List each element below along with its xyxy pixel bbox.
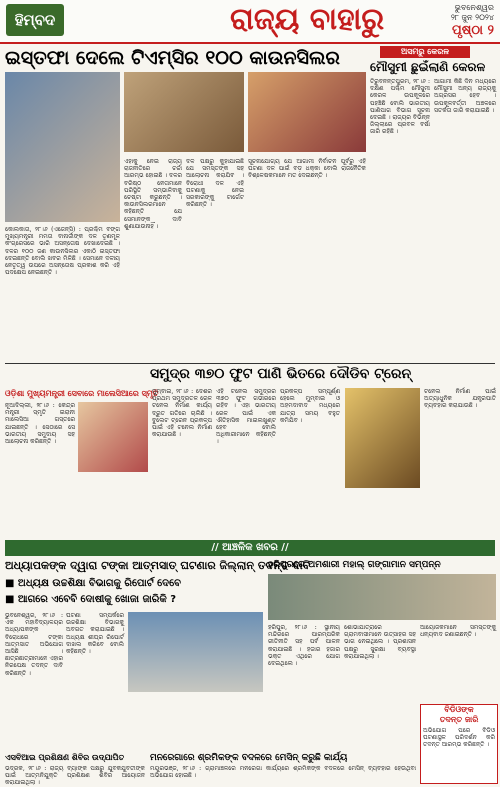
police-headline: ଅଧ୍ୟାପକଙ୍କ ଦ୍ୱାରା ଟଙ୍କା ଆତ୍ମସାତ୍ ଘଟଣାର ଜିଲ୍ଲାନ୍ ତଦନ୍ତ ଦାବି <box>5 559 311 572</box>
minister-headline: ଓଡ଼ିଶା ମୁଖ୍ୟମନ୍ତ୍ରୀ ସେବାରେ ମାଲେସିଆରେ ସ୍ମୃତି <box>5 389 159 398</box>
regional-banner <box>5 540 495 556</box>
page-label: ପୃଷ୍ଠା <box>452 23 483 38</box>
sbi-column: ଭଦ୍ରକ, ୨୮।୬ : ରାଜ୍ୟ ବ୍ୟାଙ୍କ ପକ୍ଷରୁ ଯୁବକଯୁବତୀଙ୍କ ପାଇଁ ଆତ୍ମନିଯୁକ୍ତି ପ୍ରଶିକ୍ଷଣ ଶିବିର ଆୟୋଜନ କରାଯାଇଥିଲା । <box>5 765 145 787</box>
temple-headline: ହରିପୁରରେ ଅମଶାରୀ ମହାଲ୍ ଗଙ୍ଗାମାନ ସମ୍ପନ୍ନ <box>268 560 441 570</box>
story-photo-politician <box>5 72 120 222</box>
page-value: ୨ <box>487 23 494 38</box>
sidebox-body: ଅଭିଯୋଗ ପରେ ବିଡିଓ ଘଟଣାସ୍ଥଳ ପରିଦର୍ଶନ କରି ତଦନ୍ତ ଆରମ୍ଭ କରିଛନ୍ତି । <box>423 727 495 749</box>
machine-headline: ମନରେଗାରେ ଶ୍ରମିକଙ୍କ ବଦଳରେ ମେସିନ୍ କରୁଛି କାର୍ଯ୍ୟ <box>150 753 348 763</box>
sidebox-title: ତଦନ୍ତ ଜାରି <box>439 715 479 724</box>
machine-column: ମୟୂରଭଞ୍ଜ, ୨୮।୬ : ଗ୍ରାମାଞ୍ଚଳରେ ମନରେଗା କାର୍ଯ୍ୟରେ ଶ୍ରମିକଙ୍କ ବଦଳରେ ମେସିନ୍ ବ୍ୟବହାର ହେଉଥିବା ଅଭିଯୋଗ ହୋଇଛି । <box>150 765 416 780</box>
tunnel-column: ପ୍ରକଳ୍ପ ସମ୍ପୂର୍ଣ୍ଣ ହେଲେ ମୁମ୍ବାଇ ଓ ଅହମଦାବାଦ ମଧ୍ୟରେ ଯାତ୍ରା ସମୟ ବହୁତ କମିଯିବ । <box>280 388 340 424</box>
story-photo-meeting <box>248 72 366 152</box>
section-title: ରାଜ୍ୟ ବାହାରୁ <box>230 2 385 37</box>
sbi-headline: ଏସବିଆଇ ପ୍ରଶିକ୍ଷଣ ଶିବିର ଉଦ୍‌ଯାପିତ <box>5 753 125 762</box>
story-headline: ଇସ୍ତଫା ଦେଲେ ଟିଏମ୍‌ସିର ୧୦୦ କାଉନସିଲର <box>5 47 340 69</box>
monsoon-column: ଆଗାମୀ କିଛି ଦିନ ମଧ୍ୟରେ ମୌସୁମୀ ଅନ୍ୟ ରାଜ୍ୟକୁ ଅଗ୍ରସର ହେବ । ଉପକୂଳବର୍ତ୍ତୀ ଅଞ୍ଚଳରେ ସତର୍କତା ଜାରି କରାଯାଇଛି । <box>434 78 496 114</box>
monsoon-column: ତିରୁବନନ୍ତପୁରମ, ୨୮।୬ : ଦକ୍ଷିଣ ପଶ୍ଚିମ ମୌସୁମୀ କେରଳ ଉପକୂଳରେ ପହଞ୍ଚିଛି ବୋଲି ଭାରତୀୟ ପାଣିପାଗ ବିଭାଗ ସୂଚନା ଦେଇଛି । ରାଜ୍ୟର ବିଭିନ୍ନ ଜିଲ୍ଲାରେ ପ୍ରବଳ ବର୍ଷା ଜାରି ରହିଛି । <box>370 78 430 136</box>
monsoon-tag: ଅସମରୁ କେରଳ <box>380 46 470 58</box>
masthead <box>0 0 500 44</box>
dateline-city: ଭୁବନେଶ୍ୱର <box>454 3 494 12</box>
police-column: ଭୁବନେଶ୍ୱର, ୨୮।୬ : ଏକ ମହାବିଦ୍ୟାଳୟର ଅଧ୍ୟାପକଙ୍କ ବିରୋଧରେ ଟଙ୍କା ଆତ୍ମସାତ ଅଭିଯୋଗ ଆସିଛି । ଛାତ୍ରଛାତ୍ରୀମାନେ ଏହାର ନିରପେକ୍ଷ ତଦନ୍ତ ଦାବି କରିଛନ୍ତି । <box>5 612 63 677</box>
newspaper-logo: ହିମ୍ବଦ <box>6 4 64 36</box>
temple-column: ଶୋଭାଯାତ୍ରାରେ ଗ୍ରାମବାସୀମାନେ ଉତ୍ସାହର ସହ ଭାଗ ନେଇଥିଲେ । ପ୍ରଶାସନ ପକ୍ଷରୁ ସୁରକ୍ଷା ବ୍ୟବସ୍ଥା କରାଯାଇଥିଲା । <box>344 624 416 660</box>
story-column: ଏହାକୁ ନେଇ ରାଜ୍ୟ ରାଜନୀତିରେ ଚର୍ଚ୍ଚା ଆରମ୍ଭ ହୋଇଛି । ଦଳର ବରିଷ୍ଠ ନେତାମାନେ ପରିସ୍ଥିତି ସମ୍ଭାଳିବାକୁ ଚେଷ୍ଟା କରୁଛନ୍ତି । କାଉନସିଲରମାନେ କହିଛନ୍ତି ଯେ ସେମାନଙ୍କ ଦାବି ଶୁଣାଯାଉନାହିଁ । <box>124 158 182 230</box>
minister-column: ନୂଆଦିଲ୍ଲୀ, ୨୮।୬ : କେନ୍ଦ୍ର ମନ୍ତ୍ରୀ ସ୍ମୃତି ଇରାନୀ ମାଲେସିଆ ଗସ୍ତରେ ଯାଇଛନ୍ତି । ସେଠାରେ ସେ ଭାରତୀୟ ସମୁଦାୟ ସହ ଆଲୋଚନା କରିଛନ୍ତି । <box>5 402 75 446</box>
page-number <box>412 23 494 38</box>
sidebox <box>420 704 498 784</box>
temple-photo <box>268 574 496 620</box>
tunnel-column: ଟନେଲ ନିର୍ମାଣ ପାଇଁ ଅତ୍ୟାଧୁନିକ ଯନ୍ତ୍ରପାତି ବ୍ୟବହାର କରାଯାଉଛି । <box>424 388 496 410</box>
police-bullet: ■ ଅଧ୍ୟକ୍ଷ ଉଚ୍ଚଶିକ୍ଷା ବିଭାଗକୁ ରିପୋର୍ଟ ଦେବେ <box>5 578 181 589</box>
regional-banner-text: // ଆଞ୍ଚଳିକ ଖବର // <box>211 542 289 553</box>
dateline-date: ୨୮ ଜୁନ ୨୦୨୪ <box>450 13 494 22</box>
sidebox-title: ବିଡିଓଙ୍କ <box>444 705 474 714</box>
minister-photo <box>78 402 148 472</box>
date-box <box>412 3 494 37</box>
temple-column: ଆୟୋଜକମାନେ ସମସ୍ତଙ୍କୁ ଧନ୍ୟବାଦ ଜଣାଇଛନ୍ତି । <box>420 624 496 639</box>
temple-column: ହରିପୁର, ୨୮।୬ : ସ୍ଥାନୀୟ ମନ୍ଦିରରେ ପାରମ୍ପରିକ ରୀତିନୀତି ସହ ପର୍ବ ପାଳନ କରାଯାଇଛି । ହଜାର ହଜାର ଭକ୍ତ ଏଥିରେ ଯୋଗ ଦେଇଥିଲେ । <box>268 624 340 668</box>
monsoon-headline: ମୌସୁମୀ ଛୁଇଁଲାଣି କେରଳ <box>370 60 486 74</box>
police-column: ଘଟଣା ସମ୍ପର୍କରେ ଉଚ୍ଚଶିକ୍ଷା ବିଭାଗକୁ ଅବଗତ କରାଯାଇଛି । ଅଧ୍ୟକ୍ଷ ଶୀଘ୍ର ରିପୋର୍ଟ ଦାଖଲ କରିବେ ବୋଲି କହିଛନ୍ତି । <box>66 612 124 656</box>
story-column: ସୂଚନାଯୋଗ୍ୟ ଯେ ଆଗାମୀ ନିର୍ବାଚନ ପୂର୍ବରୁ ଏହି ଘଟଣା ଦଳ ପାଇଁ ବଡ଼ ଧକ୍କା ବୋଲି ରାଜନୈତିକ ବିଶ୍ଳେଷକମାନେ ମତ ଦେଇଛନ୍ତି । <box>248 158 366 180</box>
tunnel-column: ମୁମ୍ବାଇ, ୨୮।୬ : ଦେଶର ପ୍ରଥମ ସମୁଦ୍ରତଳ ରେଳ ଟନେଲ ନିର୍ମାଣ କାର୍ଯ୍ୟ ଦ୍ରୁତ ଗତିରେ ଚାଲିଛି । ବୁଲେଟ ଟ୍ରେନ ପ୍ରକଳ୍ପ ପାଇଁ ଏହି ଟନେଲ ନିର୍ମାଣ କରାଯାଉଛି । <box>152 388 212 439</box>
story-photo-leader <box>124 72 244 152</box>
story-column: ଦଳ ପକ୍ଷରୁ କୁହାଯାଇଛି ଯେ ସମସ୍ତଙ୍କ ସହ ଆଲୋଚନା କରାଯିବ । ବିରୋଧୀ ଦଳ ଏହି ଘଟଣାକୁ ନେଇ ସରକାରଙ୍କୁ ଟାର୍ଗେଟ କରିଛନ୍ତି । <box>186 158 244 209</box>
tunnel-column: ଏହି ଟନେଲ ସମୁଦ୍ରର ୩୭୦ ଫୁଟ ଗଭୀରରେ ରହିବ । ଏହା ଭାରତୀୟ ରେଳ ପାଇଁ ଏକ ଐତିହାସିକ ମାଇଲଖୁଣ୍ଟ ହେବ ବୋଲି ଅଧିକାରୀମାନେ କହିଛନ୍ତି । <box>216 388 276 446</box>
police-photo <box>128 612 263 692</box>
tunnel-headline: ସମୁଦ୍ର ୩୭୦ ଫୁଟ ପାଣି ଭିତରେ ଦୌଡିବ ଟ୍ରେନ୍ <box>150 366 412 382</box>
police-bullet: ■ ଆଗରେ ଏବେବି ଦୋଷୀକୁ ଖୋଜା ଜାରିକି ? <box>5 594 177 605</box>
tunnel-photo <box>345 388 420 488</box>
story-column: କୋଲକାତା, ୨୮।୬ (ଏଜେନ୍ସି) : ପ୍ରଶ୍ଚିମ ବଙ୍ଗ ମୁଖ୍ୟମନ୍ତ୍ରୀ ମମତା ବାନାର୍ଜୀଙ୍କ ଦଳ ତୃଣମୂଳ କଂଗ୍ରେସରେ ଭାରି ଅସନ୍ତୋଷ ଦେଖାଦେଇଛି । ଦଳର ୧୦୦ ଜଣ କାଉନସିଲର ଏକାଠି ଇସ୍ତଫା ଦେଇଛନ୍ତି ବୋଲି ଖବର ମିଳିଛି । ସେମାନେ ଦଳୀୟ ନେତୃତ୍ୱ ଉପରେ ଅସନ୍ତୋଷ ପ୍ରକାଶ କରି ଏହି ପଦକ୍ଷେପ ନେଇଛନ୍ତି । <box>5 226 120 277</box>
